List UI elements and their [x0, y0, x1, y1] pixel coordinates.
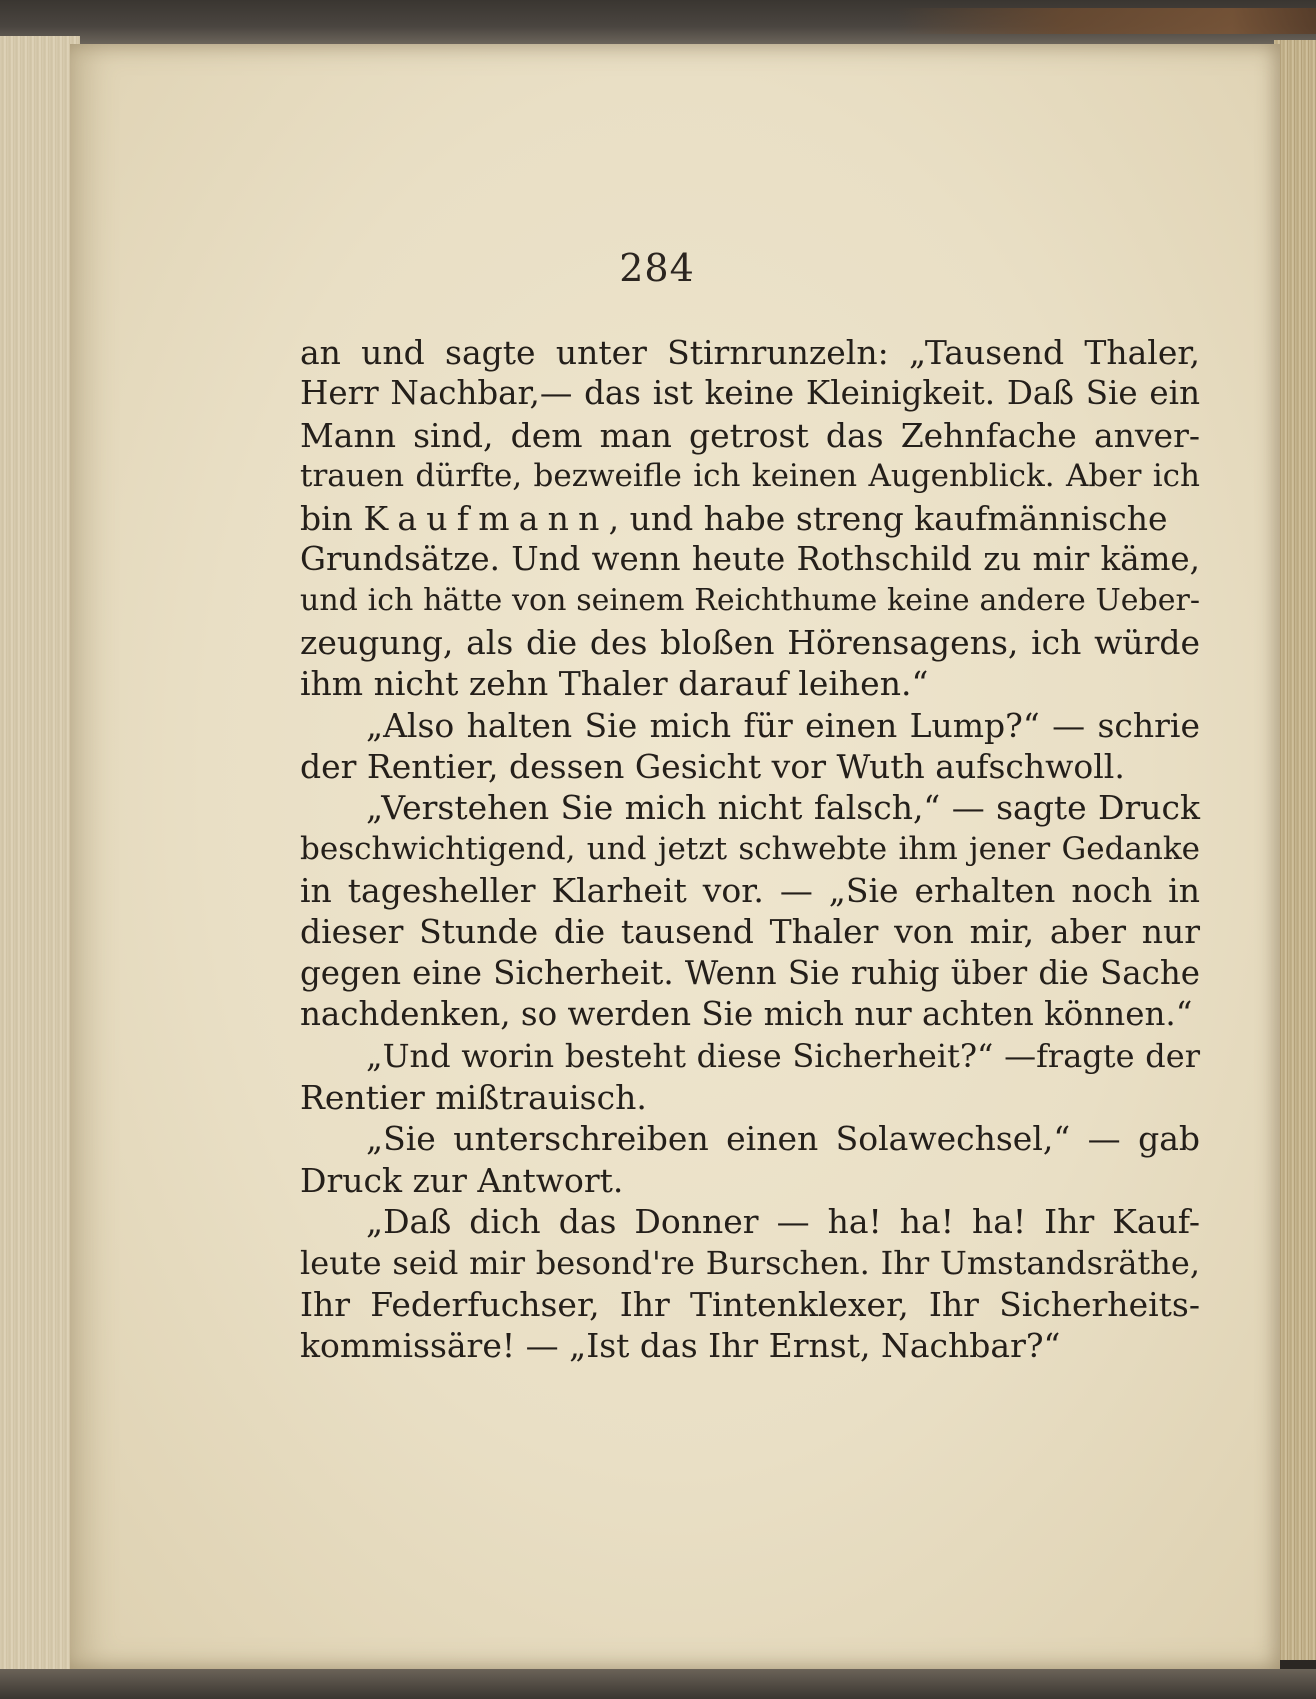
text-line: zeugung, als die des bloßen Hörensagens, ich würde — [300, 622, 1200, 662]
text-line: ihm nicht zehn Thaler darauf leihen.“ — [300, 664, 929, 704]
text-line: in tagesheller Klarheit vor. — „Sie erhalten noch in — [300, 871, 1200, 911]
text-line: Rentier mißtrauisch. — [300, 1078, 647, 1118]
text-line: kommissäre! — „Ist das Ihr Ernst, Nachbar?“ — [300, 1326, 1061, 1366]
bottom-binding — [0, 1669, 1316, 1699]
text-line: „Verstehen Sie mich nicht falsch,“ — sagte Druck — [366, 788, 1200, 828]
text-line: beschwichtigend, und jetzt schwebte ihm jener Gedanke — [300, 830, 1200, 867]
text-line: leute seid mir besond're Burschen. Ihr Umstandsräthe, — [300, 1243, 1200, 1282]
text-line: „Und worin besteht diese Sicherheit?“ —fragte der — [366, 1036, 1200, 1075]
binding-stain — [896, 8, 1316, 34]
body-text — [300, 332, 1200, 1367]
top-binding — [0, 0, 1316, 44]
text-line: Mann sind, dem man getrost das Zehnfache anver- — [300, 415, 1200, 455]
text-line — [300, 498, 1200, 539]
text-line: der Rentier, dessen Gesicht vor Wuth aufschwoll. — [300, 746, 1125, 786]
text-line: Ihr Federfuchser, Ihr Tintenklexer, Ihr Sicherheits- — [300, 1284, 1200, 1324]
text-line: nachdenken, so werden Sie mich nur achten können.“ — [300, 995, 1193, 1034]
text-line: Herr Nachbar,— das ist keine Kleinigkeit. Daß Sie ein — [300, 374, 1200, 413]
text-line: an und sagte unter Stirnrunzeln: „Tausend Thaler, — [300, 333, 1200, 372]
text-line: „Daß dich das Donner — ha! ha! ha! Ihr Kauf- — [366, 1202, 1200, 1242]
text-line: trauen dürfte, bezweifle ich keinen Augenblick. Aber ich — [300, 458, 1200, 495]
text-segment: , und habe streng kaufmännische — [608, 498, 1168, 538]
text-line: gegen eine Sicherheit. Wenn Sie ruhig über die Sache — [300, 953, 1200, 992]
text-line: „Also halten Sie mich für einen Lump?“ — schrie — [366, 705, 1200, 745]
text-line: Grundsätze. Und wenn heute Rothschild zu mir käme, — [300, 539, 1200, 578]
text-line: und ich hätte von seinem Reichthume keine andere Ueber- — [300, 583, 1200, 619]
text-line: „Sie unterschreiben einen Solawechsel,“ — gab — [366, 1119, 1200, 1159]
spaced-word: Kaufmann — [363, 498, 609, 538]
page-number: 284 — [619, 246, 695, 290]
text-line: dieser Stunde die tausend Thaler von mir, aber nur — [300, 912, 1200, 952]
text-line: Druck zur Antwort. — [300, 1160, 624, 1200]
text-segment: bin — [300, 498, 353, 538]
